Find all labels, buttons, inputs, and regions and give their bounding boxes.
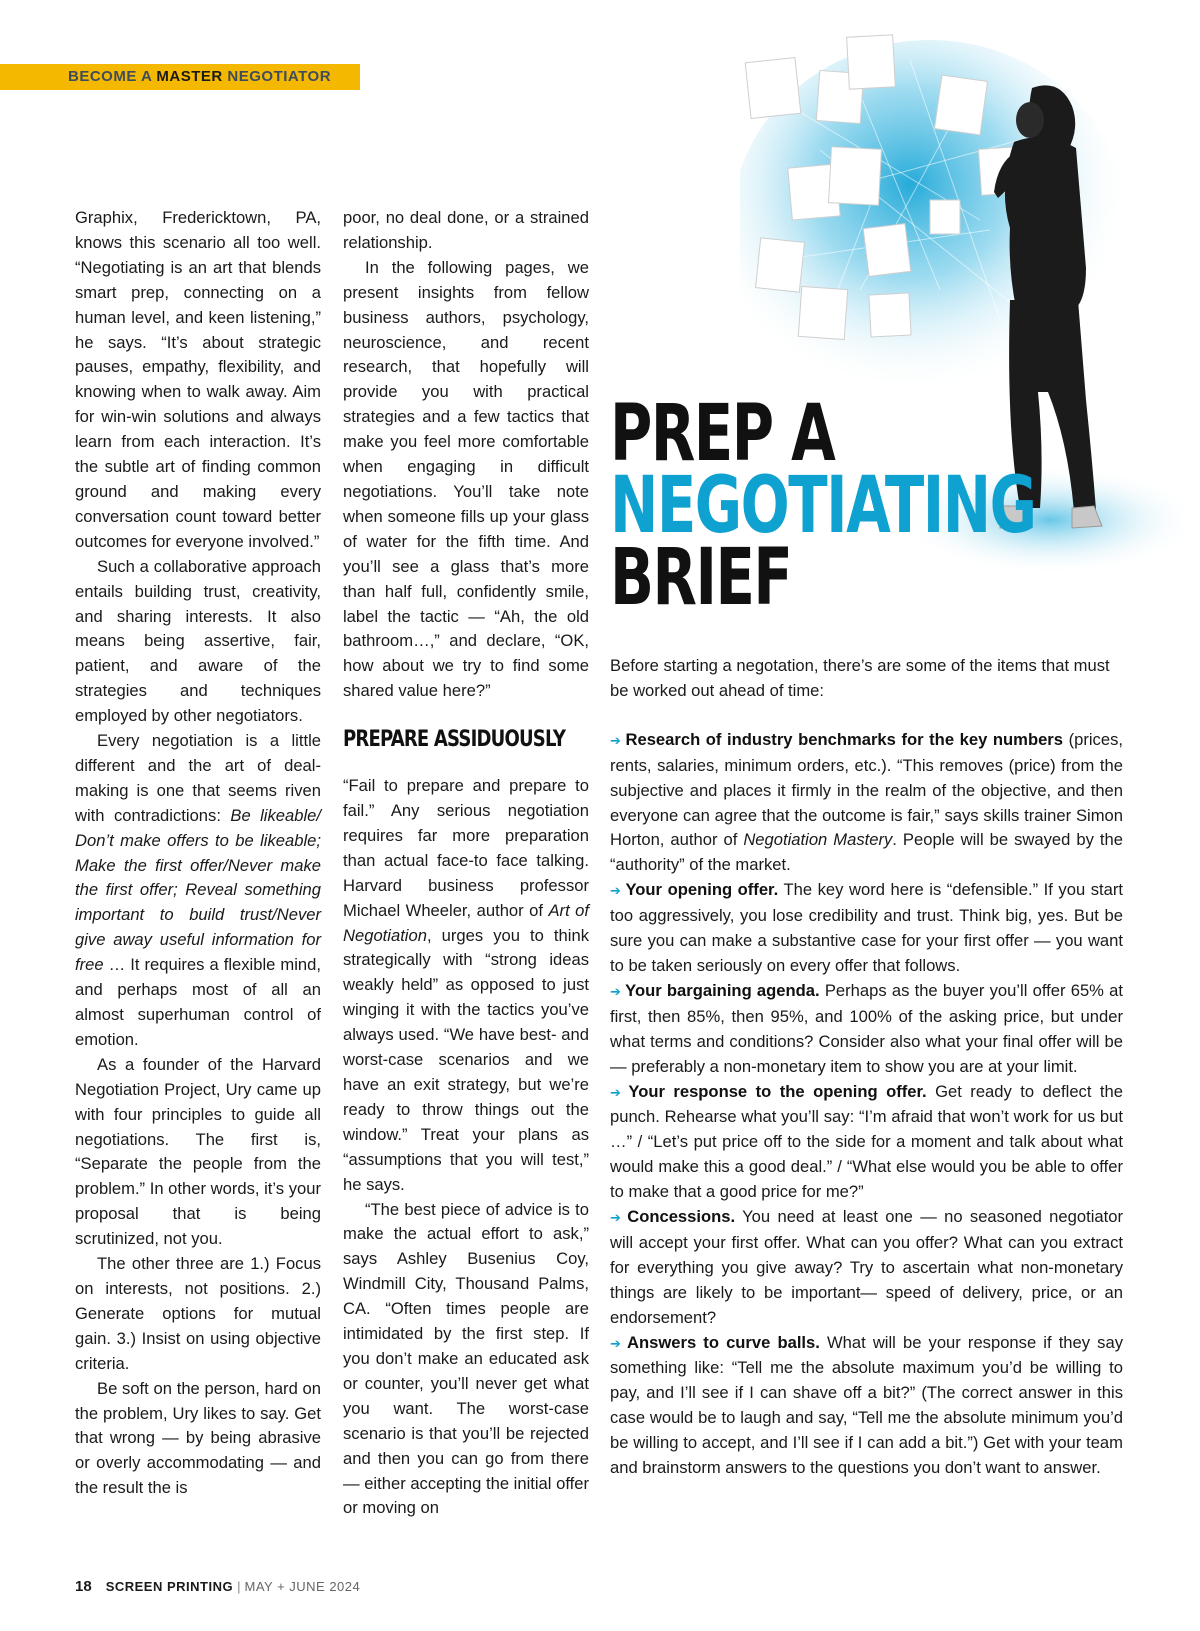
issue-date: MAY + JUNE 2024 — [244, 1579, 361, 1594]
section-tag — [0, 64, 360, 90]
brief-intro: Before starting a negotation, there’s are some of the items that must be worked out ahead of time: — [610, 656, 1110, 700]
article-column-1 — [75, 206, 321, 1501]
arrow-right-icon: ➔ — [610, 1335, 628, 1351]
col2-paragraph-2: In the following pages, we present insights from fellow business authors, psychology, neuroscience, and recent research, that hopefully will provide you with practical strategies and a few tactics that make you feel more comfortable when engaging in difficult negotiations. You’ll take note when someone fills up your glass of water for the fifth time. And you’ll see a glass that’s more than half full, confidently smile, label the tactic — “Ah, the old bathroom…,” and declare, “OK, how about we try to find some shared value here?” — [343, 257, 589, 701]
bullet-bold-text: Research of industry benchmarks for the key numbers — [625, 729, 1063, 749]
bullet-bold-text: Your response to the opening offer. — [628, 1081, 927, 1101]
article-column-3 — [610, 654, 1123, 1481]
col2-paragraph-3 — [343, 774, 589, 1197]
magazine-name: SCREEN PRINTING — [105, 1579, 234, 1594]
headline-line-2: NEGOTIATING — [610, 461, 1036, 551]
brief-bullet-item — [610, 878, 1123, 979]
col2-p3-text-a: “Fail to prepare and prepare to fail.” Any serious negotiation requires far more preparation than actual face-to face talking. Harvard business professor Michael Wheeler, author of — [343, 776, 589, 920]
article-column-2 — [343, 206, 589, 1521]
col1-p3-text-a: Every negotiation is a little different and the art of deal-making is one that seems riven with contradictions: — [75, 731, 321, 825]
col1-paragraph-5: The other three are 1.) Focus on interests, not positions. 2.) Generate options for mutual gain. 3.) Insist on using objective criteria. — [75, 1254, 321, 1373]
brief-bullet-item — [610, 979, 1123, 1080]
arrow-right-icon: ➔ — [610, 883, 626, 899]
col1-paragraph-4: As a founder of the Harvard Negotiation Project, Ury came up with four principles to guide all negotiations. The first is, “Separate the people from the problem.” In other words, it’s your proposal that is being scrutinized, not you. — [75, 1054, 321, 1249]
page-footer — [75, 1578, 360, 1596]
arrow-right-icon: ➔ — [610, 1084, 629, 1100]
section-tag-part1: BECOME A — [68, 68, 157, 85]
arrow-right-icon: ➔ — [610, 732, 626, 748]
bullet-text: You need at least one — no seasoned negotiator will accept your first offer. What can you offer? What can you extract for everything you give away? Try to ascertain what non-monetary things are likely to be important— speed of delivery, price, or an endorsement? — [610, 1207, 1123, 1327]
col1-paragraph-2: Such a collaborative approach entails building trust, creativity, and sharing interests. It also means being assertive, fair, patient, and aware of the strategies and techniques employed by other negotiators. — [75, 556, 321, 726]
section-tag-part2: MASTER — [156, 68, 223, 85]
col1-p3-italic: Be likeable/ Don’t make offers to be likeable; Make the first offer/Never make the first offer; Reveal something important to build trust/Never give away useful information for free — [75, 805, 321, 975]
col2-paragraph-1: poor, no deal done, or a strained relationship. — [343, 208, 589, 252]
bullet-bold-text: Your opening offer. — [625, 880, 779, 900]
headline-line-3: BRIEF — [610, 533, 792, 623]
article-headline — [610, 389, 1036, 623]
bullet-text: Get ready to deflect the punch. Rehearse what you’ll say: “I’m afraid that won’t work for us but …” / “Let’s put price off to the side for a moment and talk about what would make this a good deal.” / “What else would you be able to offer to make that a good price for me?” — [610, 1081, 1123, 1202]
bullet-bold-text: Your bargaining agenda. — [625, 980, 820, 1000]
bullet-bold-text: Answers to curve balls. — [627, 1332, 820, 1352]
bullet-text: Perhaps as the buyer you’ll offer 65% at first, then 85%, then 95%, and 100% of the asking price, but under what terms and conditions? Consider also what your final offer will be — preferably a non-monetary item to show you are at your limit. — [610, 980, 1123, 1076]
col1-paragraph-1: Graphix, Fredericktown, PA, knows this scenario all too well. “Negotiating is an art that blends smart prep, connecting on a human level, and keen listening,” he says. “It’s about strategic pauses, empathy, flexibility, and knowing when to walk away. Aim for win-win solutions and always learn from each interaction. It’s the subtle art of finding common ground and making every conversation count toward better outcomes for everyone involved.” — [75, 208, 321, 551]
brief-bullet-item — [610, 1205, 1123, 1331]
footer-separator: | — [237, 1579, 241, 1594]
headline-line-1: PREP A — [610, 389, 835, 479]
section-tag-part3: NEGOTIATOR — [222, 68, 332, 85]
col1-paragraph-6: Be soft on the person, hard on the problem, Ury likes to say. Get that wrong — by being abrasive or overly accommodating — and the result the is — [75, 1378, 321, 1498]
bullet-text: The key word here is “defensible.” If you start too aggressively, you lose credibility and trust. Think big, yes. But be sure you can make a substantive case for your first offer — you want to be taken seriously on every offer that follows. — [610, 880, 1123, 975]
col2-paragraph-4: “The best piece of advice is to make the actual effort to ask,” says Ashley Busenius Coy, Windmill City, Thousand Palms, CA. “Often times people are intimidated by the first step. If you don’t make an educated ask or counter, you’ll never get what you want. The worst-case scenario is that you’ll be rejected and then you can go from there — either accepting the initial offer or moving on — [343, 1199, 589, 1518]
brief-bullet-item — [610, 1331, 1123, 1481]
bullet-text: (prices, rents, salaries, minimum orders, etc.). “This removes (price) from the subjective and places it firmly in the realm of the objective, and then everyone can agree that the outcome is fair,” says skills trainer Simon Horton, author of — [610, 729, 1123, 850]
col2-p3-italic: Art of Negotiation — [343, 900, 589, 945]
arrow-right-icon: ➔ — [610, 983, 626, 999]
page-number: 18 — [75, 1578, 92, 1595]
col1-paragraph-3 — [75, 729, 321, 1053]
brief-bullet-list — [610, 728, 1123, 1481]
brief-bullet-item — [610, 728, 1123, 878]
subhead-prepare-assiduously: PREPARE ASSIDUOUSLY — [343, 727, 566, 753]
bullet-text-end: . People will be swayed by the “authority” of the market. — [610, 830, 1123, 875]
arrow-right-icon: ➔ — [610, 1210, 628, 1226]
col2-p3-text-b: , urges you to think strategically with “strong ideas weakly held” as opposed to just winging it with the tactics you’ve always used. “We have best- and worst-case scenarios and we have an exit strategy, but we’re ready to throw things out the window.” Treat your plans as “assumptions that you will test,” he says. — [343, 925, 589, 1194]
bullet-bold-text: Concessions. — [627, 1207, 736, 1227]
bullet-italic-text: Negotiation Mastery — [743, 830, 893, 850]
bullet-text: What will be your response if they say something like: “Tell me the absolute maximum you’d be willing to pay, and I’ll see if I can shave off a bit?” (The correct answer in this case would be to laugh and say, “Tell me the absolute minimum you’d be willing to accept, and I’ll see if I can add a bit.”) Get with your team and brainstorm answers to the questions you don’t want to answer. — [610, 1332, 1123, 1478]
brief-bullet-item — [610, 1080, 1123, 1206]
col1-p3-text-b: … It requires a flexible mind, and perhaps most of all an almost superhuman control of emotion. — [75, 955, 321, 1049]
